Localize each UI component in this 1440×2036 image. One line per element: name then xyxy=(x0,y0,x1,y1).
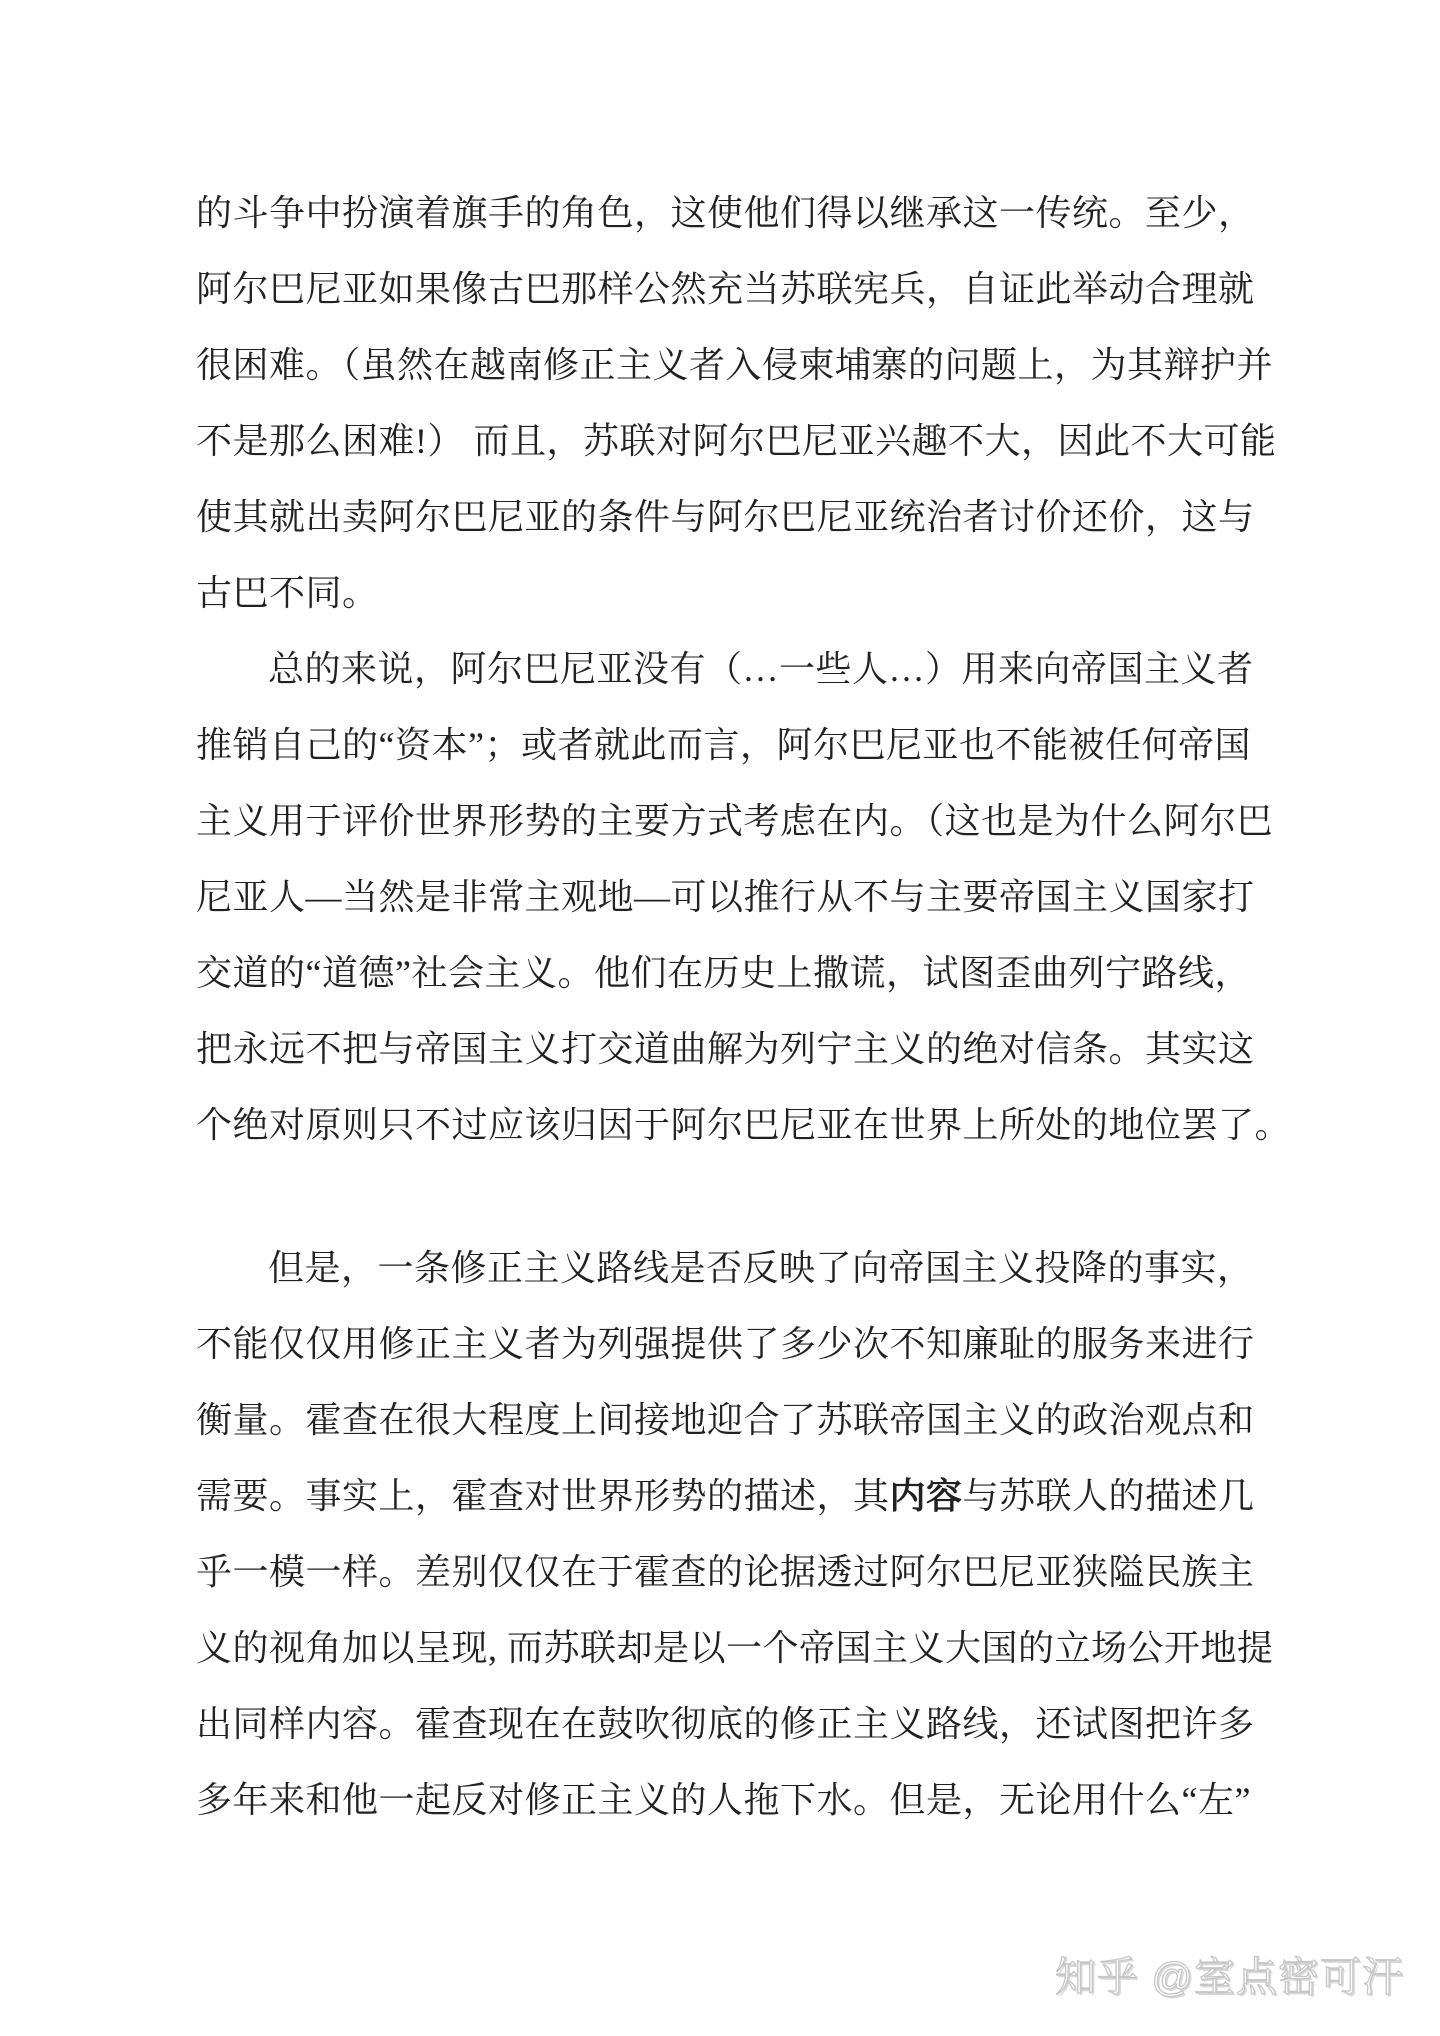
text-line: 古巴不同。 xyxy=(196,573,379,613)
text-segment: 需要。事实上，霍查对世界形势的描述，其 xyxy=(196,1476,890,1516)
text-line: 主义用于评价世界形势的主要方式考虑在内。（这也是为什么阿尔巴 xyxy=(196,801,1274,841)
paragraph-1 xyxy=(196,175,1276,631)
text-line: 个绝对原则只不过应该归因于阿尔巴尼亚在世界上所处的地位罢了。 xyxy=(196,1105,1292,1145)
text-line-with-bold xyxy=(196,1458,1276,1534)
text-line: 推销自己的“资本”；或者就此而言，阿尔巴尼亚也不能被任何帝国 xyxy=(196,725,1251,765)
text-line: 尼亚人—当然是非常主观地—可以推行从不与主要帝国主义国家打 xyxy=(196,877,1255,917)
text-line: 衡量。霍查在很大程度上间接地迎合了苏联帝国主义的政治观点和 xyxy=(196,1400,1255,1440)
bold-text-segment: 内容 xyxy=(889,1476,963,1516)
text-line: 义的视角加以呈现, 而苏联却是以一个帝国主义大国的立场公开地提 xyxy=(196,1628,1274,1668)
article-text xyxy=(196,175,1292,1838)
text-line: 把永远不把与帝国主义打交道曲解为列宁主义的绝对信条。其实这 xyxy=(196,1029,1255,1069)
text-line: 出同样内容。霍查现在在鼓吹彻底的修正主义路线，还试图把许多 xyxy=(196,1704,1255,1744)
text-line: 不是那么困难!） 而且，苏联对阿尔巴尼亚兴趣不大，因此不大可能 xyxy=(196,421,1277,461)
text-line: 不能仅仅用修正主义者为列强提供了多少次不知廉耻的服务来进行 xyxy=(196,1324,1255,1364)
zhihu-watermark: 知乎 @室点密可汗 xyxy=(1054,1954,1404,2000)
paragraph-3 xyxy=(196,1230,1276,1838)
text-line: 的斗争中扮演着旗手的角色，这使他们得以继承这一传统。至少， xyxy=(196,193,1255,233)
text-line: 但是，一条修正主义路线是否反映了向帝国主义投降的事实， xyxy=(268,1248,1254,1288)
text-line: 交道的“道德”社会主义。他们在历史上撒谎，试图歪曲列宁路线， xyxy=(196,953,1251,993)
text-line: 总的来说，阿尔巴尼亚没有（…一些人…）用来向帝国主义者 xyxy=(268,649,1254,689)
text-line: 多年来和他一起反对修正主义的人拖下水。但是，无论用什么“左” xyxy=(196,1780,1251,1820)
text-line: 阿尔巴尼亚如果像古巴那样公然充当苏联宪兵，自证此举动合理就 xyxy=(196,269,1255,309)
paragraph-2 xyxy=(196,631,1292,1163)
text-segment: 与苏联人的描述几 xyxy=(962,1476,1255,1516)
text-line: 乎一模一样。差别仅仅在于霍查的论据透过阿尔巴尼亚狭隘民族主 xyxy=(196,1552,1255,1592)
text-line: 很困难。（虽然在越南修正主义者入侵柬埔寨的问题上，为其辩护并 xyxy=(196,345,1274,385)
text-line: 使其就出卖阿尔巴尼亚的条件与阿尔巴尼亚统治者讨价还价，这与 xyxy=(196,497,1255,537)
